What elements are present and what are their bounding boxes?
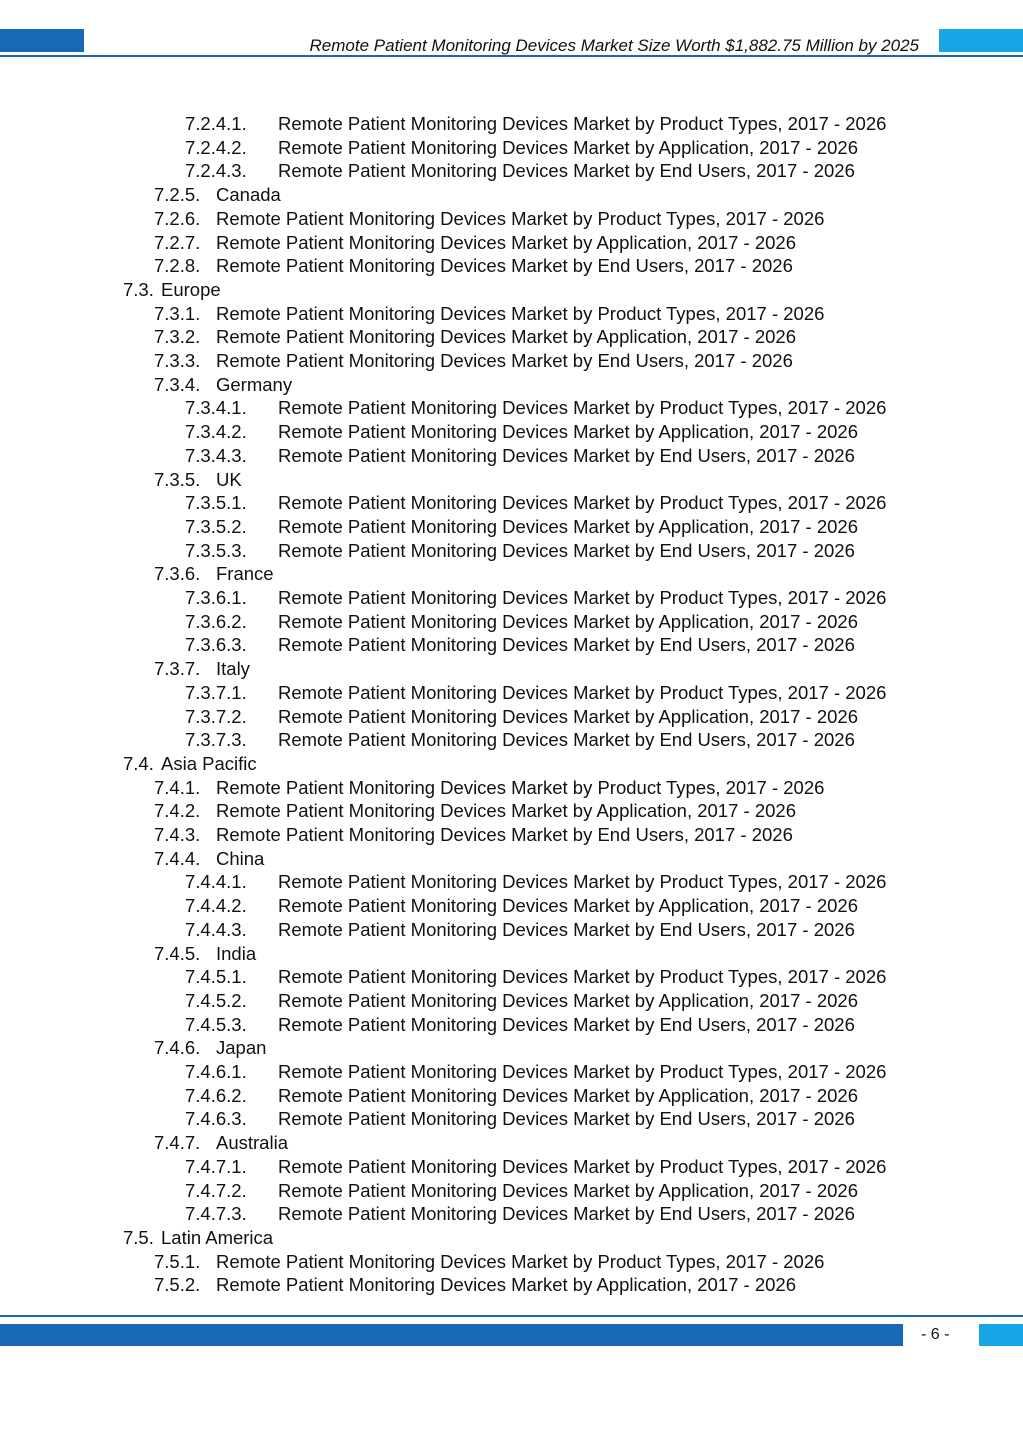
toc-entry-number: 7.3.2. <box>154 326 201 348</box>
toc-entry-title: Remote Patient Monitoring Devices Market by Application, 2017 - 2026 <box>216 1274 796 1296</box>
toc-entry-title: Remote Patient Monitoring Devices Market by Application, 2017 - 2026 <box>278 1179 858 1201</box>
footer-accent-right <box>979 1324 1023 1346</box>
toc-entry-number: 7.2.4.2. <box>185 136 247 158</box>
toc-entry-number: 7.4.4.3. <box>185 918 247 940</box>
toc-entry-title: Remote Patient Monitoring Devices Market by Product Types, 2017 - 2026 <box>216 776 825 798</box>
toc-entry-title: France <box>216 563 274 585</box>
toc-entry-title: Remote Patient Monitoring Devices Market by End Users, 2017 - 2026 <box>278 444 855 466</box>
toc-entry-title: Remote Patient Monitoring Devices Market by Application, 2017 - 2026 <box>278 705 858 727</box>
toc-entry-title: Remote Patient Monitoring Devices Market by End Users, 2017 - 2026 <box>278 1203 855 1225</box>
toc-entry-number: 7.3.5.2. <box>185 515 247 537</box>
footer-rule <box>0 1315 1023 1317</box>
toc-entry-number: 7.3.3. <box>154 350 201 371</box>
toc-entry-number: 7.3.7.1. <box>185 681 247 703</box>
toc-entry-title: Remote Patient Monitoring Devices Market by Product Types, 2017 - 2026 <box>216 302 825 324</box>
toc-entry-title: UK <box>216 468 242 490</box>
toc-entry-title: Remote Patient Monitoring Devices Market by Product Types, 2017 - 2026 <box>278 397 887 419</box>
toc-entry-number: 7.4.6.1. <box>185 1061 247 1082</box>
footer-bar <box>0 1324 903 1346</box>
toc-entry-number: 7.4.5.3. <box>185 1013 247 1035</box>
toc-entry-number: 7.5.1. <box>154 1250 201 1272</box>
toc-entry-number: 7.4.4. <box>154 847 201 869</box>
toc-entry-number: 7.4.6.2. <box>185 1084 247 1106</box>
toc-entry-title: Remote Patient Monitoring Devices Market by End Users, 2017 - 2026 <box>278 1013 855 1035</box>
toc-entry-title: Remote Patient Monitoring Devices Market by Product Types, 2017 - 2026 <box>278 1155 887 1177</box>
toc-entry-number: 7.4.7.2. <box>185 1179 247 1201</box>
toc-entry-title: Remote Patient Monitoring Devices Market by Application, 2017 - 2026 <box>278 1084 858 1106</box>
toc-entry-number: 7.4.7.3. <box>185 1203 247 1225</box>
toc-entry-title: Remote Patient Monitoring Devices Market by End Users, 2017 - 2026 <box>216 350 793 371</box>
toc-entry-title: Remote Patient Monitoring Devices Market by End Users, 2017 - 2026 <box>278 1108 855 1130</box>
toc-entry-title: Remote Patient Monitoring Devices Market by Application, 2017 - 2026 <box>278 421 858 443</box>
toc-entry-title: Asia Pacific <box>161 752 257 774</box>
toc-entry-number: 7.3.6.3. <box>185 634 247 656</box>
toc-entry-title: Japan <box>216 1037 267 1059</box>
toc-entry-title: Germany <box>216 373 293 395</box>
toc-entry-number: 7.3.6. <box>154 563 201 585</box>
toc-entry-number: 7.3.7.2. <box>185 705 247 727</box>
toc-entry-number: 7.4.6.3. <box>185 1108 247 1130</box>
header-rule <box>0 55 1023 57</box>
toc-entry-number: 7.2.7. <box>154 231 201 253</box>
document-header-title: Remote Patient Monitoring Devices Market Size Worth $1,882.75 Million by 2025 <box>309 36 919 55</box>
toc-entry-number: 7.4.2. <box>154 800 201 822</box>
toc-entry-title: Remote Patient Monitoring Devices Market by End Users, 2017 - 2026 <box>278 634 855 656</box>
toc-entry-title: Remote Patient Monitoring Devices Market by Product Types, 2017 - 2026 <box>278 1061 887 1082</box>
toc-entry-title: Remote Patient Monitoring Devices Market by Application, 2017 - 2026 <box>278 136 858 158</box>
toc-entry-number: 7.3.4.1. <box>185 397 247 419</box>
toc-entry-title: Italy <box>216 658 250 680</box>
toc-entry-title: Remote Patient Monitoring Devices Market by Application, 2017 - 2026 <box>216 326 796 348</box>
toc-entry-number: 7.3.7.3. <box>185 729 247 751</box>
toc-entry-title: Remote Patient Monitoring Devices Market by End Users, 2017 - 2026 <box>278 539 855 561</box>
toc-entry-number: 7.3.5.1. <box>185 492 247 514</box>
toc-entry-title: China <box>216 847 265 869</box>
toc-entry-number: 7.5. <box>123 1226 154 1248</box>
toc-entry-title: Remote Patient Monitoring Devices Market by Application, 2017 - 2026 <box>278 610 858 632</box>
toc-entry-title: Remote Patient Monitoring Devices Market by End Users, 2017 - 2026 <box>216 824 793 845</box>
toc-entry-number: 7.2.4.1. <box>185 113 247 134</box>
toc-entry-number: 7.2.4.3. <box>185 160 247 182</box>
toc-entry-number: 7.3.6.1. <box>185 587 247 608</box>
toc-entry-title: Remote Patient Monitoring Devices Market by End Users, 2017 - 2026 <box>216 255 793 277</box>
toc-entry-title: India <box>216 942 257 964</box>
toc-entry-number: 7.4.5.2. <box>185 989 247 1011</box>
toc-entry-number: 7.3.7. <box>154 658 201 680</box>
toc-entry-title: Remote Patient Monitoring Devices Market by Product Types, 2017 - 2026 <box>278 113 887 134</box>
toc-entry-title: Remote Patient Monitoring Devices Market by Product Types, 2017 - 2026 <box>216 1250 825 1272</box>
toc-entry-title: Remote Patient Monitoring Devices Market by Product Types, 2017 - 2026 <box>216 207 825 229</box>
toc-entry-title: Europe <box>161 278 221 300</box>
toc-entry-number: 7.4.7. <box>154 1132 201 1154</box>
toc-entry-number: 7.2.8. <box>154 255 201 277</box>
toc-entry-number: 7.4.1. <box>154 776 201 798</box>
toc-entry-number: 7.3. <box>123 278 154 300</box>
toc-entry-number: 7.3.4.3. <box>185 444 247 466</box>
toc-entry-title: Latin America <box>161 1226 274 1248</box>
toc-entry-title: Remote Patient Monitoring Devices Market by Product Types, 2017 - 2026 <box>278 587 887 608</box>
toc-entry-number: 7.4.4.2. <box>185 895 247 917</box>
toc-entry-number: 7.4.3. <box>154 824 201 845</box>
toc-entry-title: Remote Patient Monitoring Devices Market by Product Types, 2017 - 2026 <box>278 492 887 514</box>
toc-entry-number: 7.3.4.2. <box>185 421 247 443</box>
toc-entry-number: 7.3.5. <box>154 468 201 490</box>
toc-entry-title: Canada <box>216 184 281 206</box>
toc-entry-number: 7.4.6. <box>154 1037 201 1059</box>
toc-entry-title: Remote Patient Monitoring Devices Market by Product Types, 2017 - 2026 <box>278 966 887 988</box>
toc-entry-number: 7.4.4.1. <box>185 871 247 893</box>
toc-entry-title: Remote Patient Monitoring Devices Market by Application, 2017 - 2026 <box>216 800 796 822</box>
toc-entry-title: Australia <box>216 1132 288 1154</box>
toc-entry-title: Remote Patient Monitoring Devices Market by Application, 2017 - 2026 <box>216 231 796 253</box>
toc-entry-title: Remote Patient Monitoring Devices Market by Product Types, 2017 - 2026 <box>278 681 887 703</box>
toc-entry-number: 7.2.6. <box>154 207 201 229</box>
page-number: - 6 - <box>921 1326 950 1343</box>
toc-entry-number: 7.3.5.3. <box>185 539 247 561</box>
toc-entry-title: Remote Patient Monitoring Devices Market by End Users, 2017 - 2026 <box>278 918 855 940</box>
toc-entry-title: Remote Patient Monitoring Devices Market by Product Types, 2017 - 2026 <box>278 871 887 893</box>
toc-entry-title: Remote Patient Monitoring Devices Market by End Users, 2017 - 2026 <box>278 160 855 182</box>
toc-entry-number: 7.3.1. <box>154 302 201 324</box>
toc-entry-title: Remote Patient Monitoring Devices Market by Application, 2017 - 2026 <box>278 515 858 537</box>
toc-entry-title: Remote Patient Monitoring Devices Market by End Users, 2017 - 2026 <box>278 729 855 751</box>
toc-entry-title: Remote Patient Monitoring Devices Market by Application, 2017 - 2026 <box>278 989 858 1011</box>
toc-entry-number: 7.4.7.1. <box>185 1155 247 1177</box>
toc-entry-number: 7.4. <box>123 752 154 774</box>
toc-entry-number: 7.4.5. <box>154 942 201 964</box>
toc-entry-number: 7.4.5.1. <box>185 966 247 988</box>
toc-entry-number: 7.2.5. <box>154 184 201 206</box>
toc-entry-number: 7.3.4. <box>154 373 201 395</box>
header-accent-left <box>0 29 84 52</box>
toc-entry-number: 7.5.2. <box>154 1274 201 1296</box>
header-accent-right <box>939 29 1023 52</box>
toc-entry-number: 7.3.6.2. <box>185 610 247 632</box>
toc-entry-title: Remote Patient Monitoring Devices Market by Application, 2017 - 2026 <box>278 895 858 917</box>
